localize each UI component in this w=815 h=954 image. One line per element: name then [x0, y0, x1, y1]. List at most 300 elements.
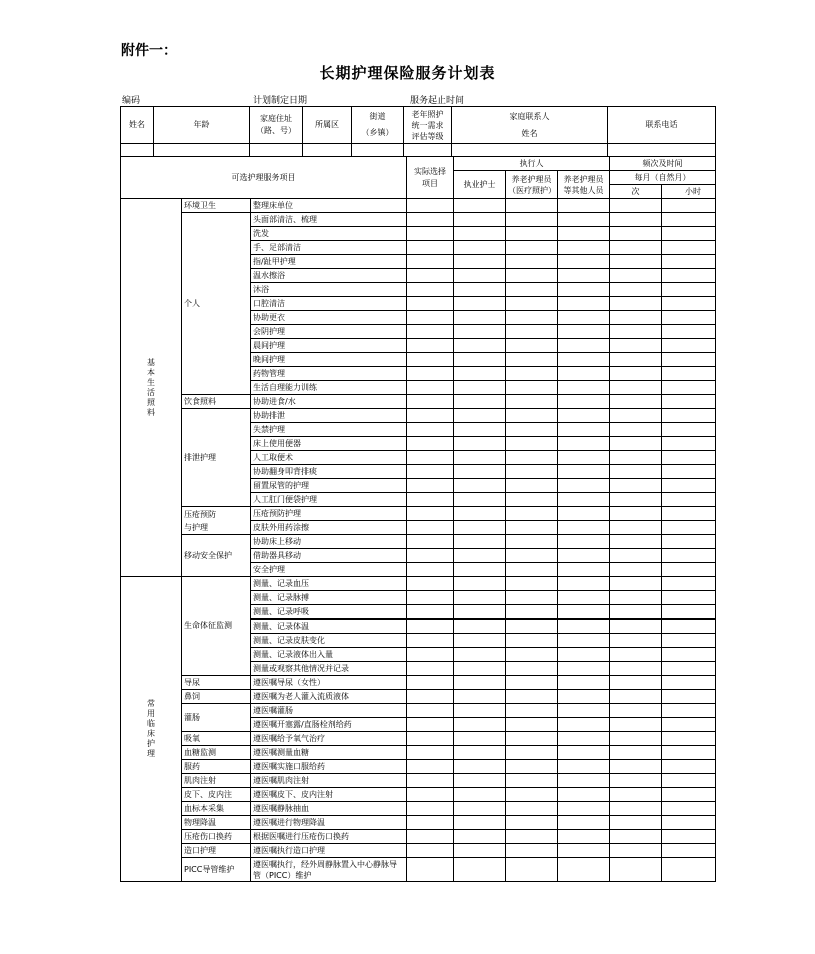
actual-selection-cell[interactable]: [407, 858, 454, 882]
times-cell[interactable]: [610, 648, 662, 662]
actual-selection-cell[interactable]: [407, 465, 454, 479]
caregiver-other-cell[interactable]: [558, 535, 610, 549]
caregiver-medical-cell[interactable]: [506, 353, 558, 367]
caregiver-other-cell[interactable]: [558, 395, 610, 409]
caregiver-medical-cell[interactable]: [506, 325, 558, 339]
nurse-cell[interactable]: [454, 227, 506, 241]
caregiver-medical-cell[interactable]: [506, 732, 558, 746]
actual-selection-cell[interactable]: [407, 479, 454, 493]
caregiver-medical-cell[interactable]: [506, 507, 558, 521]
caregiver-medical-cell[interactable]: [506, 676, 558, 690]
caregiver-medical-cell[interactable]: [506, 535, 558, 549]
nurse-cell[interactable]: [454, 619, 506, 634]
caregiver-other-cell[interactable]: [558, 549, 610, 563]
caregiver-medical-cell[interactable]: [506, 423, 558, 437]
times-cell[interactable]: [610, 395, 662, 409]
caregiver-medical-cell[interactable]: [506, 690, 558, 704]
hours-cell[interactable]: [662, 563, 716, 577]
actual-selection-cell[interactable]: [407, 802, 454, 816]
caregiver-medical-cell[interactable]: [506, 451, 558, 465]
times-cell[interactable]: [610, 367, 662, 381]
actual-selection-cell[interactable]: [407, 844, 454, 858]
times-cell[interactable]: [610, 297, 662, 311]
service-item: 测量、记录液体出入量: [251, 648, 407, 662]
nurse-cell[interactable]: [454, 830, 506, 844]
hours-cell[interactable]: [662, 577, 716, 591]
caregiver-other-cell[interactable]: [558, 634, 610, 648]
nurse-cell[interactable]: [454, 844, 506, 858]
caregiver-medical-cell[interactable]: [506, 227, 558, 241]
hours-cell[interactable]: [662, 844, 716, 858]
times-cell[interactable]: [610, 732, 662, 746]
caregiver-medical-cell[interactable]: [506, 409, 558, 423]
hours-cell[interactable]: [662, 662, 716, 676]
hours-cell[interactable]: [662, 802, 716, 816]
hours-cell[interactable]: [662, 199, 716, 213]
caregiver-other-cell[interactable]: [558, 241, 610, 255]
actual-selection-cell[interactable]: [407, 563, 454, 577]
times-cell[interactable]: [610, 676, 662, 690]
caregiver-other-cell[interactable]: [558, 507, 610, 521]
actual-selection-cell[interactable]: [407, 409, 454, 423]
hours-cell[interactable]: [662, 549, 716, 563]
caregiver-other-cell[interactable]: [558, 409, 610, 423]
district-cell[interactable]: [303, 144, 352, 157]
actual-selection-cell[interactable]: [407, 830, 454, 844]
times-cell[interactable]: [610, 830, 662, 844]
caregiver-medical-cell[interactable]: [506, 718, 558, 732]
nurse-cell[interactable]: [454, 423, 506, 437]
times-cell[interactable]: [610, 255, 662, 269]
address-cell[interactable]: [250, 144, 303, 157]
caregiver-other-cell[interactable]: [558, 802, 610, 816]
nurse-cell[interactable]: [454, 311, 506, 325]
caregiver-other-cell[interactable]: [558, 648, 610, 662]
nurse-cell[interactable]: [454, 465, 506, 479]
caregiver-other-cell[interactable]: [558, 437, 610, 451]
caregiver-medical-cell[interactable]: [506, 479, 558, 493]
nurse-cell[interactable]: [454, 213, 506, 227]
nurse-cell[interactable]: [454, 634, 506, 648]
caregiver-other-cell[interactable]: [558, 830, 610, 844]
caregiver-medical-cell[interactable]: [506, 493, 558, 507]
times-cell[interactable]: [610, 493, 662, 507]
nurse-cell[interactable]: [454, 732, 506, 746]
times-cell[interactable]: [610, 802, 662, 816]
caregiver-medical-cell[interactable]: [506, 549, 558, 563]
nurse-cell[interactable]: [454, 437, 506, 451]
nurse-cell[interactable]: [454, 563, 506, 577]
times-cell[interactable]: [610, 816, 662, 830]
times-cell[interactable]: [610, 409, 662, 423]
hours-cell[interactable]: [662, 690, 716, 704]
hours-cell[interactable]: [662, 465, 716, 479]
hours-cell[interactable]: [662, 830, 716, 844]
caregiver-medical-cell[interactable]: [506, 802, 558, 816]
actual-selection-cell[interactable]: [407, 255, 454, 269]
caregiver-other-cell[interactable]: [558, 591, 610, 605]
times-cell[interactable]: [610, 718, 662, 732]
caregiver-medical-cell[interactable]: [506, 395, 558, 409]
times-cell[interactable]: [610, 479, 662, 493]
actual-selection-cell[interactable]: [407, 676, 454, 690]
service-item: 测量、记录体温: [251, 619, 407, 634]
actual-selection-cell[interactable]: [407, 423, 454, 437]
times-cell[interactable]: [610, 311, 662, 325]
times-cell[interactable]: [610, 381, 662, 395]
nurse-cell[interactable]: [454, 774, 506, 788]
actual-selection-cell[interactable]: [407, 619, 454, 634]
caregiver-medical-cell[interactable]: [506, 774, 558, 788]
actual-selection-cell[interactable]: [407, 732, 454, 746]
nurse-cell[interactable]: [454, 802, 506, 816]
times-cell[interactable]: [610, 844, 662, 858]
hours-cell[interactable]: [662, 269, 716, 283]
caregiver-other-cell[interactable]: [558, 493, 610, 507]
caregiver-other-cell[interactable]: [558, 563, 610, 577]
times-cell[interactable]: [610, 339, 662, 353]
caregiver-medical-cell[interactable]: [506, 199, 558, 213]
caregiver-other-cell[interactable]: [558, 760, 610, 774]
caregiver-other-cell[interactable]: [558, 774, 610, 788]
actual-selection-cell[interactable]: [407, 788, 454, 802]
hours-cell[interactable]: [662, 451, 716, 465]
hours-cell[interactable]: [662, 746, 716, 760]
hours-cell[interactable]: [662, 367, 716, 381]
nurse-cell[interactable]: [454, 690, 506, 704]
hours-cell[interactable]: [662, 788, 716, 802]
nurse-cell[interactable]: [454, 241, 506, 255]
nurse-cell[interactable]: [454, 718, 506, 732]
actual-selection-cell[interactable]: [407, 549, 454, 563]
caregiver-medical-cell[interactable]: [506, 311, 558, 325]
actual-selection-cell[interactable]: [407, 199, 454, 213]
times-cell[interactable]: [610, 437, 662, 451]
times-cell[interactable]: [610, 451, 662, 465]
times-cell[interactable]: [610, 577, 662, 591]
actual-selection-cell[interactable]: [407, 704, 454, 718]
caregiver-medical-cell[interactable]: [506, 858, 558, 882]
caregiver-medical-cell[interactable]: [506, 788, 558, 802]
nurse-cell[interactable]: [454, 605, 506, 620]
nurse-cell[interactable]: [454, 591, 506, 605]
actual-selection-cell[interactable]: [407, 395, 454, 409]
hours-cell[interactable]: [662, 311, 716, 325]
caregiver-medical-cell[interactable]: [506, 830, 558, 844]
nurse-cell[interactable]: [454, 493, 506, 507]
caregiver-medical-cell[interactable]: [506, 746, 558, 760]
times-cell[interactable]: [610, 325, 662, 339]
actual-selection-cell[interactable]: [407, 760, 454, 774]
caregiver-other-cell[interactable]: [558, 718, 610, 732]
hours-cell[interactable]: [662, 255, 716, 269]
caregiver-other-cell[interactable]: [558, 676, 610, 690]
actual-selection-cell[interactable]: [407, 241, 454, 255]
caregiver-other-cell[interactable]: [558, 269, 610, 283]
hours-cell[interactable]: [662, 213, 716, 227]
actual-selection-cell[interactable]: [407, 718, 454, 732]
nurse-cell[interactable]: [454, 704, 506, 718]
actual-selection-cell[interactable]: [407, 493, 454, 507]
service-item: 头面部清洁、梳理: [251, 213, 407, 227]
nurse-cell[interactable]: [454, 325, 506, 339]
caregiver-other-cell[interactable]: [558, 213, 610, 227]
caregiver-other-cell[interactable]: [558, 227, 610, 241]
caregiver-medical-cell[interactable]: [506, 437, 558, 451]
hours-cell[interactable]: [662, 339, 716, 353]
actual-selection-cell[interactable]: [407, 605, 454, 620]
caregiver-other-cell[interactable]: [558, 746, 610, 760]
caregiver-medical-cell[interactable]: [506, 704, 558, 718]
caregiver-medical-cell[interactable]: [506, 255, 558, 269]
nurse-cell[interactable]: [454, 549, 506, 563]
actual-selection-cell[interactable]: [407, 816, 454, 830]
caregiver-medical-cell[interactable]: [506, 381, 558, 395]
actual-selection-cell[interactable]: [407, 353, 454, 367]
caregiver-medical-cell[interactable]: [506, 591, 558, 605]
actual-selection-cell[interactable]: [407, 746, 454, 760]
caregiver-medical-cell[interactable]: [506, 619, 558, 634]
actual-selection-cell[interactable]: [407, 283, 454, 297]
age-cell[interactable]: [154, 144, 250, 157]
caregiver-medical-cell[interactable]: [506, 283, 558, 297]
caregiver-other-cell[interactable]: [558, 479, 610, 493]
nurse-cell[interactable]: [454, 409, 506, 423]
hours-cell[interactable]: [662, 605, 716, 620]
caregiver-other-cell[interactable]: [558, 704, 610, 718]
times-cell[interactable]: [610, 605, 662, 620]
actual-selection-cell[interactable]: [407, 367, 454, 381]
hours-cell[interactable]: [662, 760, 716, 774]
times-cell[interactable]: [610, 690, 662, 704]
actual-selection-cell[interactable]: [407, 535, 454, 549]
actual-selection-cell[interactable]: [407, 339, 454, 353]
hours-cell[interactable]: [662, 493, 716, 507]
nurse-cell[interactable]: [454, 535, 506, 549]
caregiver-medical-cell[interactable]: [506, 648, 558, 662]
hours-cell[interactable]: [662, 381, 716, 395]
caregiver-other-cell[interactable]: [558, 283, 610, 297]
times-cell[interactable]: [610, 774, 662, 788]
hours-cell[interactable]: [662, 676, 716, 690]
caregiver-medical-cell[interactable]: [506, 634, 558, 648]
actual-selection-cell[interactable]: [407, 634, 454, 648]
caregiver-medical-cell[interactable]: [506, 521, 558, 535]
hours-cell[interactable]: [662, 619, 716, 634]
nurse-cell[interactable]: [454, 816, 506, 830]
caregiver-medical-cell[interactable]: [506, 662, 558, 676]
hours-cell[interactable]: [662, 704, 716, 718]
caregiver-medical-cell[interactable]: [506, 269, 558, 283]
nurse-cell[interactable]: [454, 269, 506, 283]
caregiver-other-cell[interactable]: [558, 311, 610, 325]
actual-selection-cell[interactable]: [407, 325, 454, 339]
times-cell[interactable]: [610, 213, 662, 227]
hours-cell[interactable]: [662, 507, 716, 521]
caregiver-other-cell[interactable]: [558, 451, 610, 465]
actual-selection-cell[interactable]: [407, 648, 454, 662]
hours-cell[interactable]: [662, 634, 716, 648]
nurse-cell[interactable]: [454, 577, 506, 591]
caregiver-other-cell[interactable]: [558, 255, 610, 269]
nurse-cell[interactable]: [454, 199, 506, 213]
nurse-cell[interactable]: [454, 648, 506, 662]
caregiver-medical-cell[interactable]: [506, 241, 558, 255]
nurse-cell[interactable]: [454, 676, 506, 690]
actual-selection-cell[interactable]: [407, 577, 454, 591]
times-cell[interactable]: [610, 746, 662, 760]
nurse-cell[interactable]: [454, 297, 506, 311]
nurse-cell[interactable]: [454, 353, 506, 367]
times-cell[interactable]: [610, 353, 662, 367]
nurse-cell[interactable]: [454, 507, 506, 521]
times-cell[interactable]: [610, 591, 662, 605]
actual-selection-cell[interactable]: [407, 269, 454, 283]
caregiver-other-cell[interactable]: [558, 199, 610, 213]
actual-selection-cell[interactable]: [407, 297, 454, 311]
actual-selection-cell[interactable]: [407, 437, 454, 451]
hours-cell[interactable]: [662, 353, 716, 367]
hours-cell[interactable]: [662, 535, 716, 549]
caregiver-other-cell[interactable]: [558, 605, 610, 620]
times-cell[interactable]: [610, 199, 662, 213]
caregiver-medical-cell[interactable]: [506, 563, 558, 577]
nurse-cell[interactable]: [454, 858, 506, 882]
caregiver-other-cell[interactable]: [558, 465, 610, 479]
actual-selection-cell[interactable]: [407, 213, 454, 227]
actual-selection-cell[interactable]: [407, 311, 454, 325]
assessment-cell[interactable]: [404, 144, 452, 157]
actual-selection-cell[interactable]: [407, 774, 454, 788]
times-cell[interactable]: [610, 619, 662, 634]
times-cell[interactable]: [610, 634, 662, 648]
actual-selection-cell[interactable]: [407, 690, 454, 704]
caregiver-other-cell[interactable]: [558, 381, 610, 395]
hours-cell[interactable]: [662, 283, 716, 297]
table-row: [121, 507, 716, 521]
times-cell[interactable]: [610, 507, 662, 521]
actual-selection-cell[interactable]: [407, 227, 454, 241]
caregiver-other-cell[interactable]: [558, 732, 610, 746]
hours-cell[interactable]: [662, 858, 716, 882]
caregiver-other-cell[interactable]: [558, 521, 610, 535]
hours-cell[interactable]: [662, 409, 716, 423]
caregiver-other-cell[interactable]: [558, 423, 610, 437]
hours-cell[interactable]: [662, 325, 716, 339]
caregiver-medical-cell[interactable]: [506, 816, 558, 830]
caregiver-medical-cell[interactable]: [506, 844, 558, 858]
caregiver-other-cell[interactable]: [558, 662, 610, 676]
caregiver-other-cell[interactable]: [558, 353, 610, 367]
nurse-cell[interactable]: [454, 662, 506, 676]
nurse-cell[interactable]: [454, 746, 506, 760]
hours-cell[interactable]: [662, 241, 716, 255]
times-cell[interactable]: [610, 269, 662, 283]
times-cell[interactable]: [610, 465, 662, 479]
times-cell[interactable]: [610, 704, 662, 718]
times-cell[interactable]: [610, 535, 662, 549]
actual-selection-cell[interactable]: [407, 521, 454, 535]
caregiver-other-cell[interactable]: [558, 577, 610, 591]
nurse-cell[interactable]: [454, 479, 506, 493]
hours-cell[interactable]: [662, 521, 716, 535]
times-cell[interactable]: [610, 662, 662, 676]
times-cell[interactable]: [610, 760, 662, 774]
nurse-cell[interactable]: [454, 367, 506, 381]
nurse-cell[interactable]: [454, 395, 506, 409]
times-cell[interactable]: [610, 858, 662, 882]
hours-cell[interactable]: [662, 395, 716, 409]
caregiver-other-cell[interactable]: [558, 619, 610, 634]
actual-selection-cell[interactable]: [407, 451, 454, 465]
caregiver-other-cell[interactable]: [558, 297, 610, 311]
nurse-cell[interactable]: [454, 283, 506, 297]
nurse-cell[interactable]: [454, 381, 506, 395]
nurse-cell[interactable]: [454, 451, 506, 465]
hours-cell[interactable]: [662, 297, 716, 311]
phone-cell[interactable]: [608, 144, 716, 157]
name-cell[interactable]: [121, 144, 154, 157]
caregiver-medical-cell[interactable]: [506, 577, 558, 591]
caregiver-medical-cell[interactable]: [506, 605, 558, 620]
hours-cell[interactable]: [662, 718, 716, 732]
actual-selection-cell[interactable]: [407, 662, 454, 676]
nurse-cell[interactable]: [454, 255, 506, 269]
nurse-cell[interactable]: [454, 760, 506, 774]
times-cell[interactable]: [610, 549, 662, 563]
caregiver-medical-cell[interactable]: [506, 213, 558, 227]
caregiver-other-cell[interactable]: [558, 816, 610, 830]
actual-selection-cell[interactable]: [407, 381, 454, 395]
nurse-cell[interactable]: [454, 339, 506, 353]
hours-cell[interactable]: [662, 816, 716, 830]
times-cell[interactable]: [610, 788, 662, 802]
times-cell[interactable]: [610, 241, 662, 255]
nurse-cell[interactable]: [454, 521, 506, 535]
caregiver-other-cell[interactable]: [558, 858, 610, 882]
caregiver-medical-cell[interactable]: [506, 367, 558, 381]
actual-selection-cell[interactable]: [407, 507, 454, 521]
times-cell[interactable]: [610, 563, 662, 577]
times-cell[interactable]: [610, 521, 662, 535]
street-cell[interactable]: [352, 144, 404, 157]
times-cell[interactable]: [610, 227, 662, 241]
caregiver-other-cell[interactable]: [558, 325, 610, 339]
actual-selection-cell[interactable]: [407, 591, 454, 605]
caregiver-other-cell[interactable]: [558, 788, 610, 802]
hours-cell[interactable]: [662, 227, 716, 241]
hours-cell[interactable]: [662, 732, 716, 746]
caregiver-other-cell[interactable]: [558, 367, 610, 381]
hours-cell[interactable]: [662, 591, 716, 605]
caregiver-medical-cell[interactable]: [506, 297, 558, 311]
hours-cell[interactable]: [662, 423, 716, 437]
caregiver-medical-cell[interactable]: [506, 465, 558, 479]
hours-cell[interactable]: [662, 437, 716, 451]
caregiver-other-cell[interactable]: [558, 844, 610, 858]
hours-cell[interactable]: [662, 479, 716, 493]
times-cell[interactable]: [610, 423, 662, 437]
hours-cell[interactable]: [662, 774, 716, 788]
times-cell[interactable]: [610, 283, 662, 297]
caregiver-medical-cell[interactable]: [506, 339, 558, 353]
caregiver-medical-cell[interactable]: [506, 760, 558, 774]
caregiver-other-cell[interactable]: [558, 690, 610, 704]
nurse-cell[interactable]: [454, 788, 506, 802]
hours-cell[interactable]: [662, 648, 716, 662]
contact-cell[interactable]: [452, 144, 608, 157]
caregiver-other-cell[interactable]: [558, 339, 610, 353]
